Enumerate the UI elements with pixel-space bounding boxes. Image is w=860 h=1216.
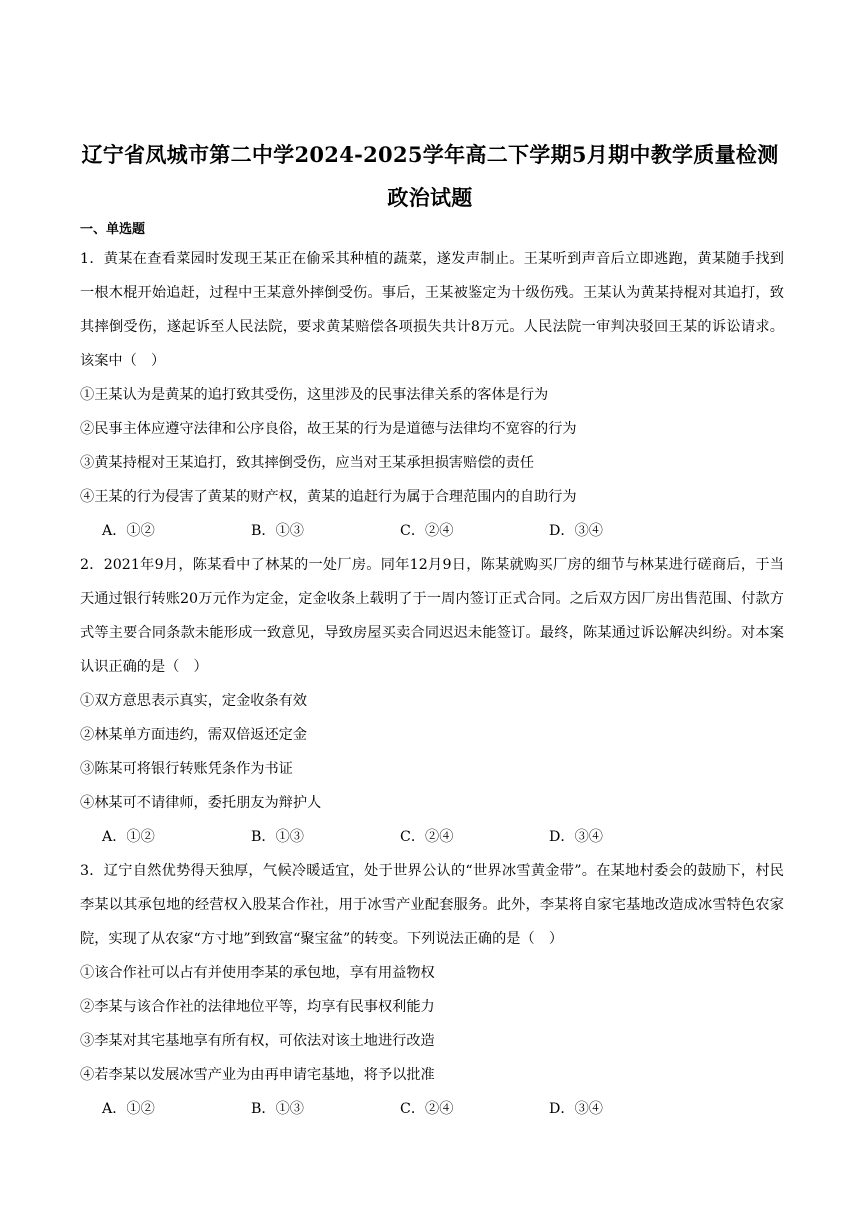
choice-a[interactable]: A．①② bbox=[102, 523, 155, 539]
statement-option: ①该合作社可以占有并使用李某的承包地，享有用益物权 bbox=[80, 965, 435, 981]
statement-option: ③陈某可将银行转账凭条作为书证 bbox=[80, 761, 293, 777]
statement-option: ①王某认为是黄某的追打致其受伤，这里涉及的民事法律关系的客体是行为 bbox=[80, 387, 549, 403]
question-stem: 3．辽宁自然优势得天独厚，气候冷暖适宜，处于世界公认的“世界冰雪黄金带”。在某地村委会的鼓励下，村民李某以其承包地的经营权入股某合作社，用于冰雪产业配套服务。此外，李某将自家宅基地改造成冰雪特色农家院，实现了从农家“方寸地”到致富“聚宝盆”的转变。下列说法正确的是（ ） bbox=[80, 863, 784, 947]
exam-title: 辽宁省凤城市第二中学2024-2025学年高二下学期5月期中教学质量检测 bbox=[81, 142, 779, 167]
choice-c[interactable]: C．②④ bbox=[400, 1101, 454, 1117]
answer-choices bbox=[80, 820, 784, 854]
statement-option: ③黄某持棍对王某追打，致其摔倒受伤，应当对王某承担损害赔偿的责任 bbox=[80, 455, 535, 471]
statement-option: ④若李某以发展冰雪产业为由再申请宅基地，将予以批准 bbox=[80, 1067, 435, 1083]
answer-choices bbox=[80, 1092, 784, 1126]
statement-option: ②李某与该合作社的法律地位平等，均享有民事权利能力 bbox=[80, 999, 435, 1015]
statement-option: ②民事主体应遵守法律和公序良俗，故王某的行为是道德与法律均不宽容的行为 bbox=[80, 421, 577, 437]
question-stem: 2．2021年9月，陈某看中了林某的一处厂房。同年12月9日，陈某就购买厂房的细节与林某进行磋商后，于当天通过银行转账20万元作为定金，定金收条上载明了于一周内签订正式合同。之后双方因厂房出售范围、付款方式等主要合同条款未能形成一致意见，导致房屋买卖合同迟迟未能签订。最终，陈某通过诉讼解决纠纷。对本案认识正确的是（ ） bbox=[80, 557, 784, 675]
choice-b[interactable]: B．①③ bbox=[251, 523, 304, 539]
question-2 bbox=[80, 548, 784, 854]
statement-option: ③李某对其宅基地享有所有权，可依法对该土地进行改造 bbox=[80, 1033, 435, 1049]
choice-d[interactable]: D．③④ bbox=[549, 523, 603, 539]
question-stem: 1．黄某在查看菜园时发现王某正在偷采其种植的蔬菜，遂发声制止。王某听到声音后立即逃跑，黄某随手找到一根木棍开始追赶，过程中王某意外摔倒受伤。事后，王某被鉴定为十级伤残。王某认为黄某持棍对其追打，致其摔倒受伤，遂起诉至人民法院，要求黄某赔偿各项损失共计8万元。人民法院一审判决驳回王某的诉讼请求。该案中（ ） bbox=[80, 251, 784, 369]
section-heading: 一、单选题 bbox=[80, 222, 146, 237]
choice-b[interactable]: B．①③ bbox=[251, 1101, 304, 1117]
choice-b[interactable]: B．①③ bbox=[251, 829, 304, 845]
statement-option: ④王某的行为侵害了黄某的财产权，黄某的追赶行为属于合理范围内的自助行为 bbox=[80, 489, 577, 505]
statement-option: ②林某单方面违约，需双倍返还定金 bbox=[80, 727, 308, 743]
statement-option: ①双方意思表示真实，定金收条有效 bbox=[80, 693, 308, 709]
answer-choices bbox=[80, 514, 784, 548]
choice-a[interactable]: A．①② bbox=[102, 829, 155, 845]
choice-c[interactable]: C．②④ bbox=[400, 523, 454, 539]
statement-option: ④林某可不请律师，委托朋友为辩护人 bbox=[80, 795, 322, 811]
question-1 bbox=[80, 242, 784, 548]
question-3 bbox=[80, 854, 784, 1126]
choice-d[interactable]: D．③④ bbox=[549, 829, 603, 845]
choice-a[interactable]: A．①② bbox=[102, 1101, 155, 1117]
questions-area bbox=[80, 242, 784, 1126]
exam-subtitle: 政治试题 bbox=[387, 185, 473, 210]
choice-c[interactable]: C．②④ bbox=[400, 829, 454, 845]
choice-d[interactable]: D．③④ bbox=[549, 1101, 603, 1117]
